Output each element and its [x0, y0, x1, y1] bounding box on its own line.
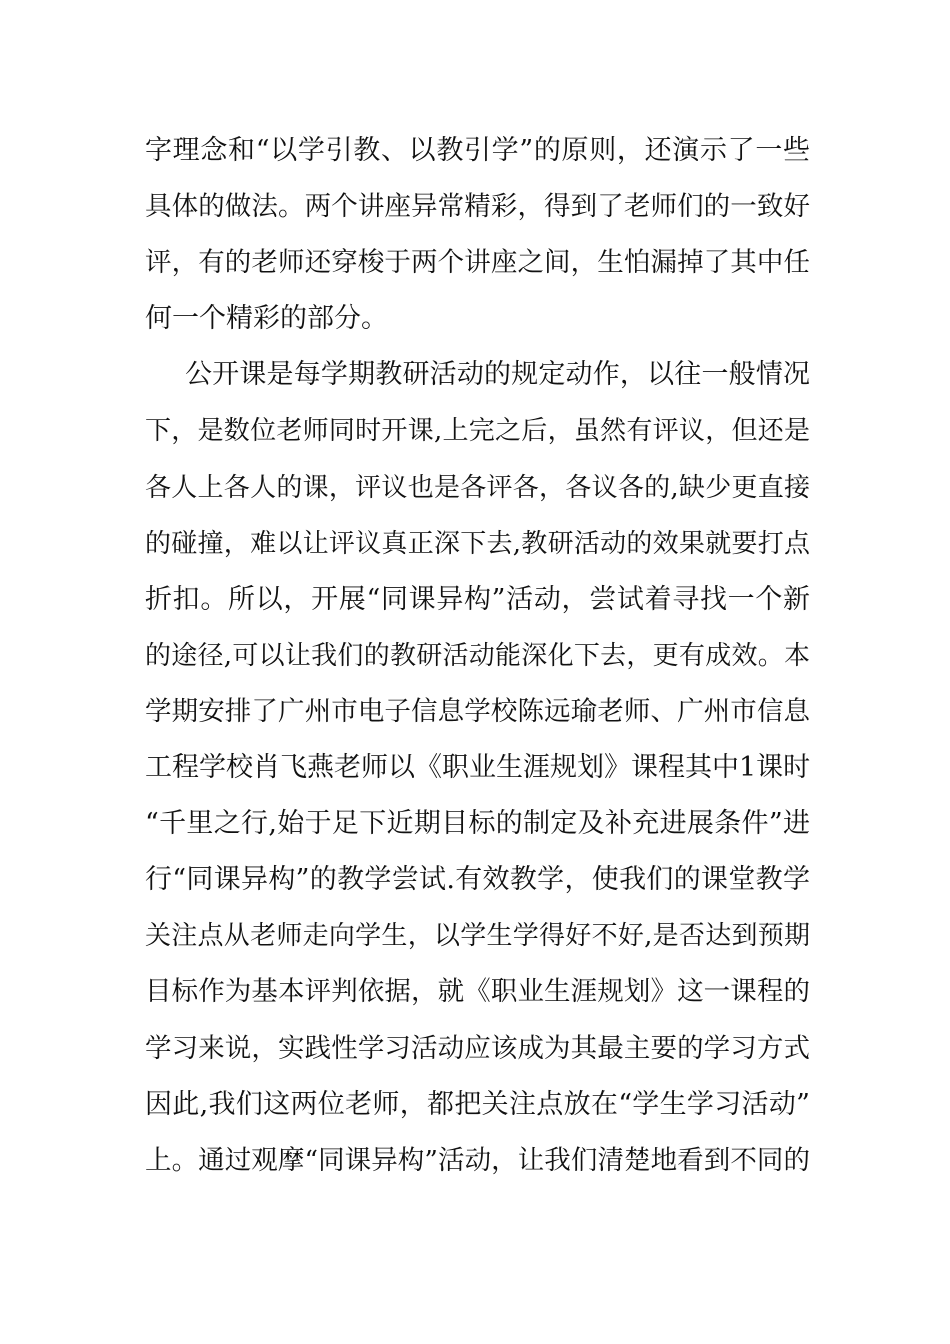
text-line: 学习来说，实践性学习活动应该成为其最主要的学习方式	[145, 1032, 810, 1064]
body-text	[145, 123, 810, 1189]
text-line: 各人上各人的课，评议也是各评各，各议各的,缺少更直接	[145, 472, 810, 503]
text-line: 上。通过观摩“同课异构”活动，让我们清楚地看到不同的	[145, 1144, 810, 1176]
text-line: 的途径,可以让我们的教研活动能深化下去，更有成效。本	[145, 640, 810, 671]
text-line: 学期安排了广州市电子信息学校陈远瑜老师、广州市信息	[145, 695, 810, 727]
text-line: 下，是数位老师同时开课,上完之后，虽然有评议，但还是	[145, 416, 810, 447]
text-line: 字理念和“以学引教、以教引学”的原则，还演示了一些	[145, 135, 810, 166]
text-line: 目标作为基本评判依据，就《职业生涯规划》这一课程的	[145, 976, 810, 1008]
text-line: 折扣。所以，开展“同课异构”活动，尝试着寻找一个新	[145, 583, 810, 615]
paragraph-first-line: 公开课是每学期教研活动的规定动作，以往一般情况	[185, 359, 810, 391]
text-line: 何一个精彩的部分。	[145, 303, 388, 335]
text-line: 行“同课异构”的教学尝试.有效教学，使我们的课堂教学	[145, 864, 810, 896]
text-line: 的碰撞，难以让评议真正深下去,教研活动的效果就要打点	[145, 528, 810, 559]
text-line: 具体的做法。两个讲座异常精彩，得到了老师们的一致好	[145, 191, 810, 223]
text-line: 工程学校肖飞燕老师以《职业生涯规划》课程其中1课时	[145, 752, 811, 784]
text-line: 因此,我们这两位老师，都把关注点放在“学生学习活动”	[145, 1088, 810, 1120]
text-line: 关注点从老师走向学生，以学生学得好不好,是否达到预期	[145, 921, 810, 952]
text-line: “千里之行,始于足下近期目标的制定及补充进展条件”进	[145, 808, 810, 840]
text-line: 评，有的老师还穿梭于两个讲座之间，生怕漏掉了其中任	[145, 247, 810, 279]
